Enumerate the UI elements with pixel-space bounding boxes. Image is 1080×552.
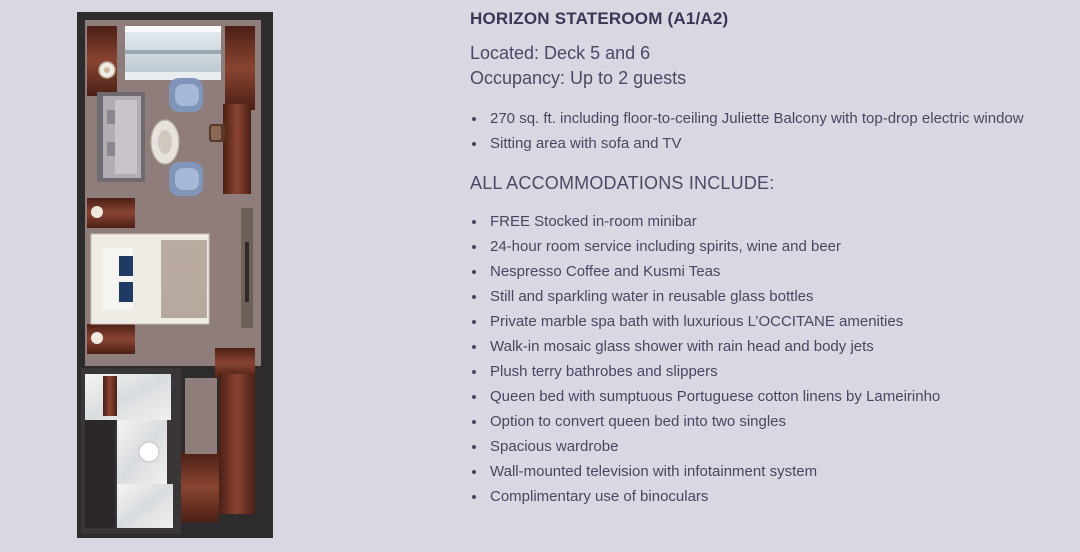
tv-icon [245, 242, 249, 302]
desk [223, 104, 251, 194]
coffee-table [151, 120, 179, 164]
wardrobe-top [215, 348, 255, 378]
feature-item: Sitting area with sofa and TV [470, 131, 1060, 156]
lamp-icon [91, 332, 103, 344]
armchair-top [169, 78, 203, 112]
bathroom [81, 368, 181, 534]
location-text: Located: Deck 5 and 6 [470, 43, 651, 63]
include-item: Nespresso Coffee and Kusmi Teas [470, 259, 1060, 284]
corner-cabinet [87, 26, 117, 96]
juliette-balcony-window [125, 26, 221, 80]
includes-heading: ALL ACCOMMODATIONS INCLUDE: [470, 173, 775, 193]
include-item: Complimentary use of binoculars [470, 484, 1060, 509]
include-item: Walk-in mosaic glass shower with rain head and body jets [470, 334, 1060, 359]
stateroom-title: HORIZON STATEROOM (A1/A2) [470, 9, 729, 28]
include-item: Spacious wardrobe [470, 434, 1060, 459]
stateroom-floor-plan [77, 12, 273, 538]
include-item: Wall-mounted television with infotainment system [470, 459, 1060, 484]
wardrobe [219, 374, 255, 514]
corner-cabinet-right [225, 26, 255, 110]
include-item: Still and sparkling water in reusable glass bottles [470, 284, 1060, 309]
include-item: Private marble spa bath with luxurious L’OCCITANE amenities [470, 309, 1060, 334]
queen-bed [91, 234, 209, 324]
lamp-icon [91, 206, 103, 218]
include-item: Plush terry bathrobes and slippers [470, 359, 1060, 384]
sofa [97, 92, 145, 182]
floor-lamp [99, 62, 115, 78]
occupancy-text: Occupancy: Up to 2 guests [470, 68, 687, 88]
armchair-bottom [169, 162, 203, 196]
feature-list [470, 106, 1060, 156]
include-item: Queen bed with sumptuous Portuguese cotton linens by Lameirinho [470, 384, 1060, 409]
feature-item: 270 sq. ft. including floor-to-ceiling Juliette Balcony with top-drop electric window [470, 106, 1060, 131]
stateroom-meta [470, 41, 1060, 91]
includes-list [470, 209, 1060, 509]
entry-cabinet [181, 452, 219, 522]
include-item: 24-hour room service including spirits, wine and beer [470, 234, 1060, 259]
entry-floor [185, 378, 217, 454]
include-item: FREE Stocked in-room minibar [470, 209, 1060, 234]
pillow [119, 256, 133, 276]
desk-chair [209, 124, 225, 142]
include-item: Option to convert queen bed into two singles [470, 409, 1060, 434]
stateroom-info [470, 8, 1060, 509]
pillow [119, 282, 133, 302]
